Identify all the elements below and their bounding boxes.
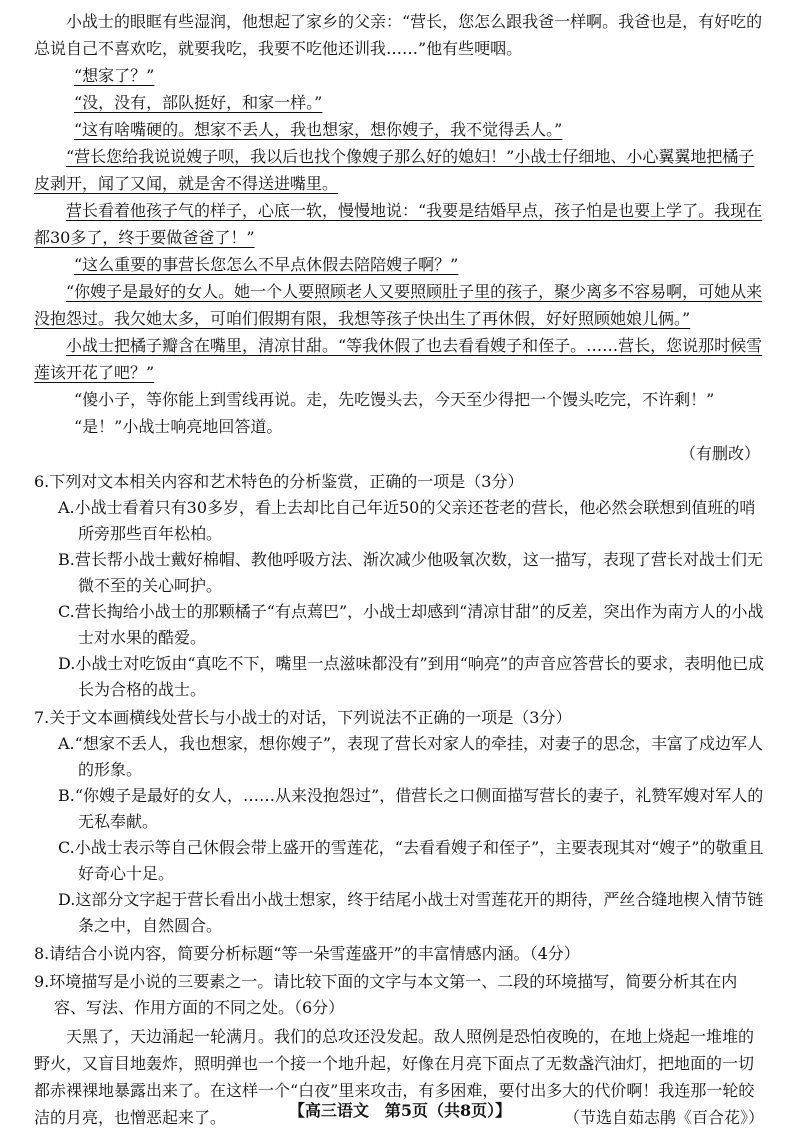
question-stem: 8.请结合小说内容，简要分析标题“等一朵雪莲盛开”的丰富情感内涵。（4分） (34, 944, 580, 963)
question-stem: 6.下列对文本相关内容和艺术特色的分析鉴赏，正确的一项是（3分） (34, 472, 524, 491)
story-paragraph-text: “你嫂子是最好的女人。她一个人要照顾老人又要照顾肚子里的孩子，聚少离多不容易啊，可她从来没抱怨过。我欠她太多，可咱们假期有限，我想等孩子快出生了再休假，好好照顾她娘儿俩。” (34, 282, 763, 328)
question-list (34, 469, 768, 1021)
story-paragraph (34, 413, 768, 440)
question-stem: 9.环境描写是小说的三要素之一。请比较下面的文字与本文第一、二段的环境描写，简要分析其在内容、写法、作用方面的不同之处。（6分） (34, 972, 738, 1017)
answer-option: B.营长帮小战士戴好棉帽、教他呼吸方法、渐次减少他吸氧次数，这一描写，表现了营长对战士们无微不至的关心呵护。 (58, 550, 763, 595)
story-paragraph (34, 8, 768, 62)
answer-option: B.“你嫂子是最好的女人，……从来没抱怨过”，借营长之口侧面描写营长的妻子，礼赞军嫂对军人的无私奉献。 (58, 786, 764, 831)
story-paragraph-text: “营长您给我说说嫂子呗，我以后也找个像嫂子那么好的媳妇！”小战士仔细地、小心翼翼地把橘子皮剥开，闻了又闻，就是舍不得送进嘴里。 (34, 147, 755, 193)
story-paragraph (34, 89, 768, 116)
story-paragraph-text: “想家了？” (74, 66, 155, 85)
passage-source: （节选自茹志鹃《百合花》） (563, 1108, 764, 1127)
passage-text: 天黑了，天边涌起一轮满月。我们的总攻还没发起。敌人照例是恐怕夜晚的，在地上烧起一堆堆的野火，又盲目地轰炸，照明弹也一个接一个地升起，好像在月亮下面点了无数盏汽油灯，把地面的一切都赤裸裸地暴露出来了。在这样一个“白夜”里来攻击，有多困难，要付出多大的代价啊！我连那一轮皎洁的月亮，也憎恶起来了。 （节选自茹志鹃《百合花》） (34, 1023, 768, 1131)
story-paragraph-text: “是！”小战士响亮地回答道。 (74, 417, 283, 436)
story-paragraph (34, 116, 768, 143)
story-paragraph (34, 386, 768, 413)
answer-option: A.小战士看着只有30多岁，看上去却比自己年近50的父亲还苍老的营长，他必然会联想到值班的哨所旁那些百年松柏。 (58, 498, 756, 543)
answer-option: D.小战士对吃饭由“真吃不下，嘴里一点滋味都没有”到用“响亮”的声音应答营长的要求，表明他已成长为合格的战士。 (58, 654, 765, 699)
story-paragraph-text: “这有啥嘴硬的。想家不丢人，我也想家，想你嫂子，我不觉得丢人。” (74, 120, 563, 139)
page-footer: 【高三语文 第5页（共8页）】 (288, 1101, 512, 1120)
story-paragraph (34, 332, 768, 386)
question-stem: 7.关于文本画横线处营长与小战士的对话，下列说法不正确的一项是（3分） (34, 708, 572, 727)
answer-option: C.小战士表示等自己休假会带上盛开的雪莲花，“去看看嫂子和侄子”，主要表现其对“嫂子”的敬重且好奇心十足。 (58, 838, 764, 883)
story-paragraph (34, 278, 768, 332)
story-paragraph-text: “没，没有，部队挺好，和家一样。” (74, 93, 323, 112)
story-paragraph-text: 小战士的眼眶有些湿润，他想起了家乡的父亲：“营长，您怎么跟我爸一样啊。我爸也是，有好吃的总说自己不喜欢吃，就要我吃，我要不吃他还训我……”他有些哽咽。 (34, 12, 763, 58)
source-note: （有删改） (679, 444, 760, 463)
story-paragraph-text: “这么重要的事营长您怎么不早点休假去陪陪嫂子啊？” (74, 255, 459, 274)
answer-option: C.营长掏给小战士的那颗橘子“有点蔫巴”，小战士却感到“清凉甘甜”的反差，突出作为南方人的小战士对水果的酷爱。 (58, 602, 764, 647)
story-paragraph (34, 197, 768, 251)
story-paragraph (34, 143, 768, 197)
story-paragraph-text: 营长看着他孩子气的样子，心底一软，慢慢地说：“我要是结婚早点，孩子怕是也要上学了。我现在都30多了，终于要做爸爸了！” (34, 201, 763, 247)
story-text (34, 8, 768, 440)
story-paragraph-text: 小战士把橘子瓣含在嘴里，清凉甘甜。“等我休假了也去看看嫂子和侄子。……营长，您说那时候雪莲该开花了吧？” (34, 336, 763, 382)
story-paragraph-text: “傻小子，等你能上到雪线再说。走，先吃馒头去，今天至少得把一个馒头吃完，不许剩！” (74, 390, 715, 409)
story-paragraph (34, 62, 768, 89)
answer-option: A.“想家不丢人，我也想家，想你嫂子”，表现了营长对家人的牵挂，对妻子的思念，丰富了戍边军人的形象。 (58, 734, 764, 779)
story-paragraph (34, 251, 768, 278)
answer-option: D.这部分文字起于营长看出小战士想家，终于结尾小战士对雪莲花开的期待，严丝合缝地楔入情节链条之中，自然圆合。 (58, 890, 764, 935)
